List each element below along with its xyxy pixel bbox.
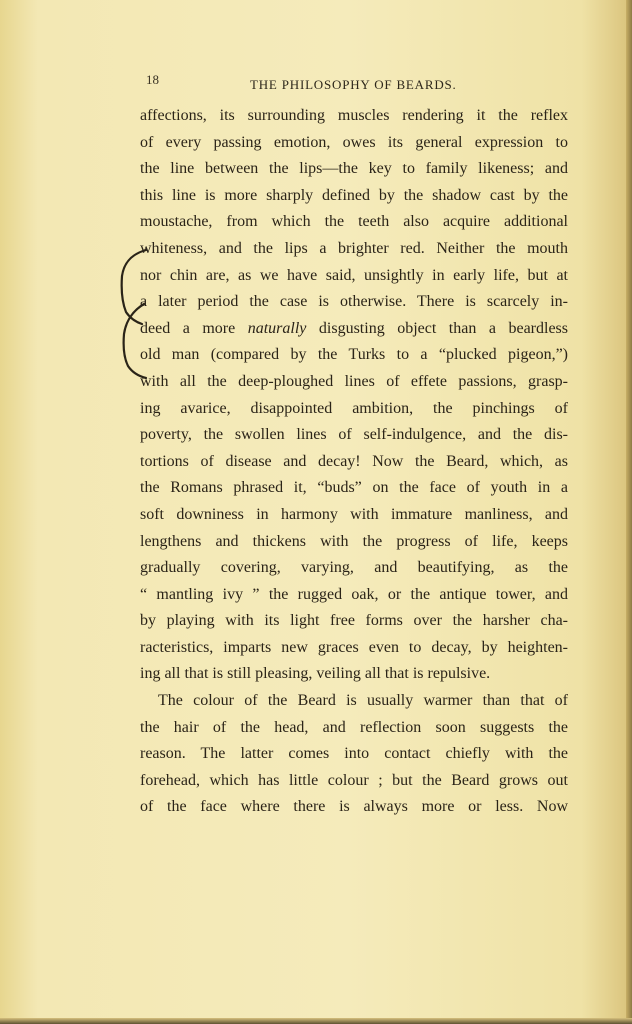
text-line: poverty, the swollen lines of self-indulgence, and the dis- (140, 426, 568, 444)
text-line: whiteness, and the lips a brighter red. Neither the mouth (140, 239, 568, 257)
text-line: tortions of disease and decay! Now the Beard, which, as (140, 452, 568, 470)
text-fragment: disgusting object than a beardless (306, 319, 569, 337)
text-line: ing all that is still pleasing, veiling all that is repulsive. (140, 665, 491, 683)
running-header (138, 72, 578, 98)
page-edge-bottom (0, 1018, 632, 1024)
page-edge-right (626, 0, 632, 1024)
text-line-with-emphasis (140, 316, 568, 343)
text-line: nor chin are, as we have said, unsightly in early life, but at (140, 266, 568, 284)
text-line: lengthens and thickens with the progress of life, keeps (140, 532, 568, 550)
text-line: of the face where there is always more or less. Now (140, 798, 568, 816)
text-line: affections, its surrounding muscles rendering it the reflex (140, 107, 568, 124)
text-line: the line between the lips—the key to family likeness; and (140, 160, 568, 178)
running-title: THE PHILOSOPHY OF BEARDS. (250, 77, 457, 92)
text-line: old man (compared by the Turks to a “plucked pigeon,”) (140, 346, 568, 364)
text-fragment: deed a more (140, 319, 248, 337)
text-line: The colour of the Beard is usually warmer than that of (158, 692, 568, 710)
text-line: reason. The latter comes into contact chiefly with the (140, 745, 568, 763)
body-text (140, 103, 568, 821)
text-line: this line is more sharply defined by the shadow cast by the (140, 186, 568, 204)
text-line: by playing with its light free forms over the harsher cha- (140, 612, 568, 630)
paragraph-2 (140, 688, 568, 821)
text-line: forehead, which has little colour ; but the Beard grows out (140, 771, 568, 789)
text-line: the Romans phrased it, “buds” on the face of youth in a (140, 479, 568, 497)
text-line: with all the deep-ploughed lines of effete passions, grasp- (140, 372, 568, 390)
text-line: the hair of the head, and reflection soon suggests the (140, 718, 568, 736)
text-line: moustache, from which the teeth also acquire additional (140, 213, 568, 231)
text-line: “ mantling ivy ” the rugged oak, or the antique tower, and (140, 585, 568, 603)
text-line: gradually covering, varying, and beautifying, as the (140, 559, 568, 577)
text-line: of every passing emotion, owes its general expression to (140, 133, 568, 151)
text-line: racteristics, imparts new graces even to decay, by heighten- (140, 638, 568, 656)
text-line: soft downiness in harmony with immature manliness, and (140, 505, 568, 523)
text-line: a later period the case is otherwise. There is scarcely in- (140, 293, 568, 311)
page-number: 18 (146, 72, 159, 87)
paragraph-1 (140, 103, 568, 688)
text-line: ing avarice, disappointed ambition, the pinchings of (140, 399, 568, 417)
emphasized-word: naturally (247, 319, 307, 337)
